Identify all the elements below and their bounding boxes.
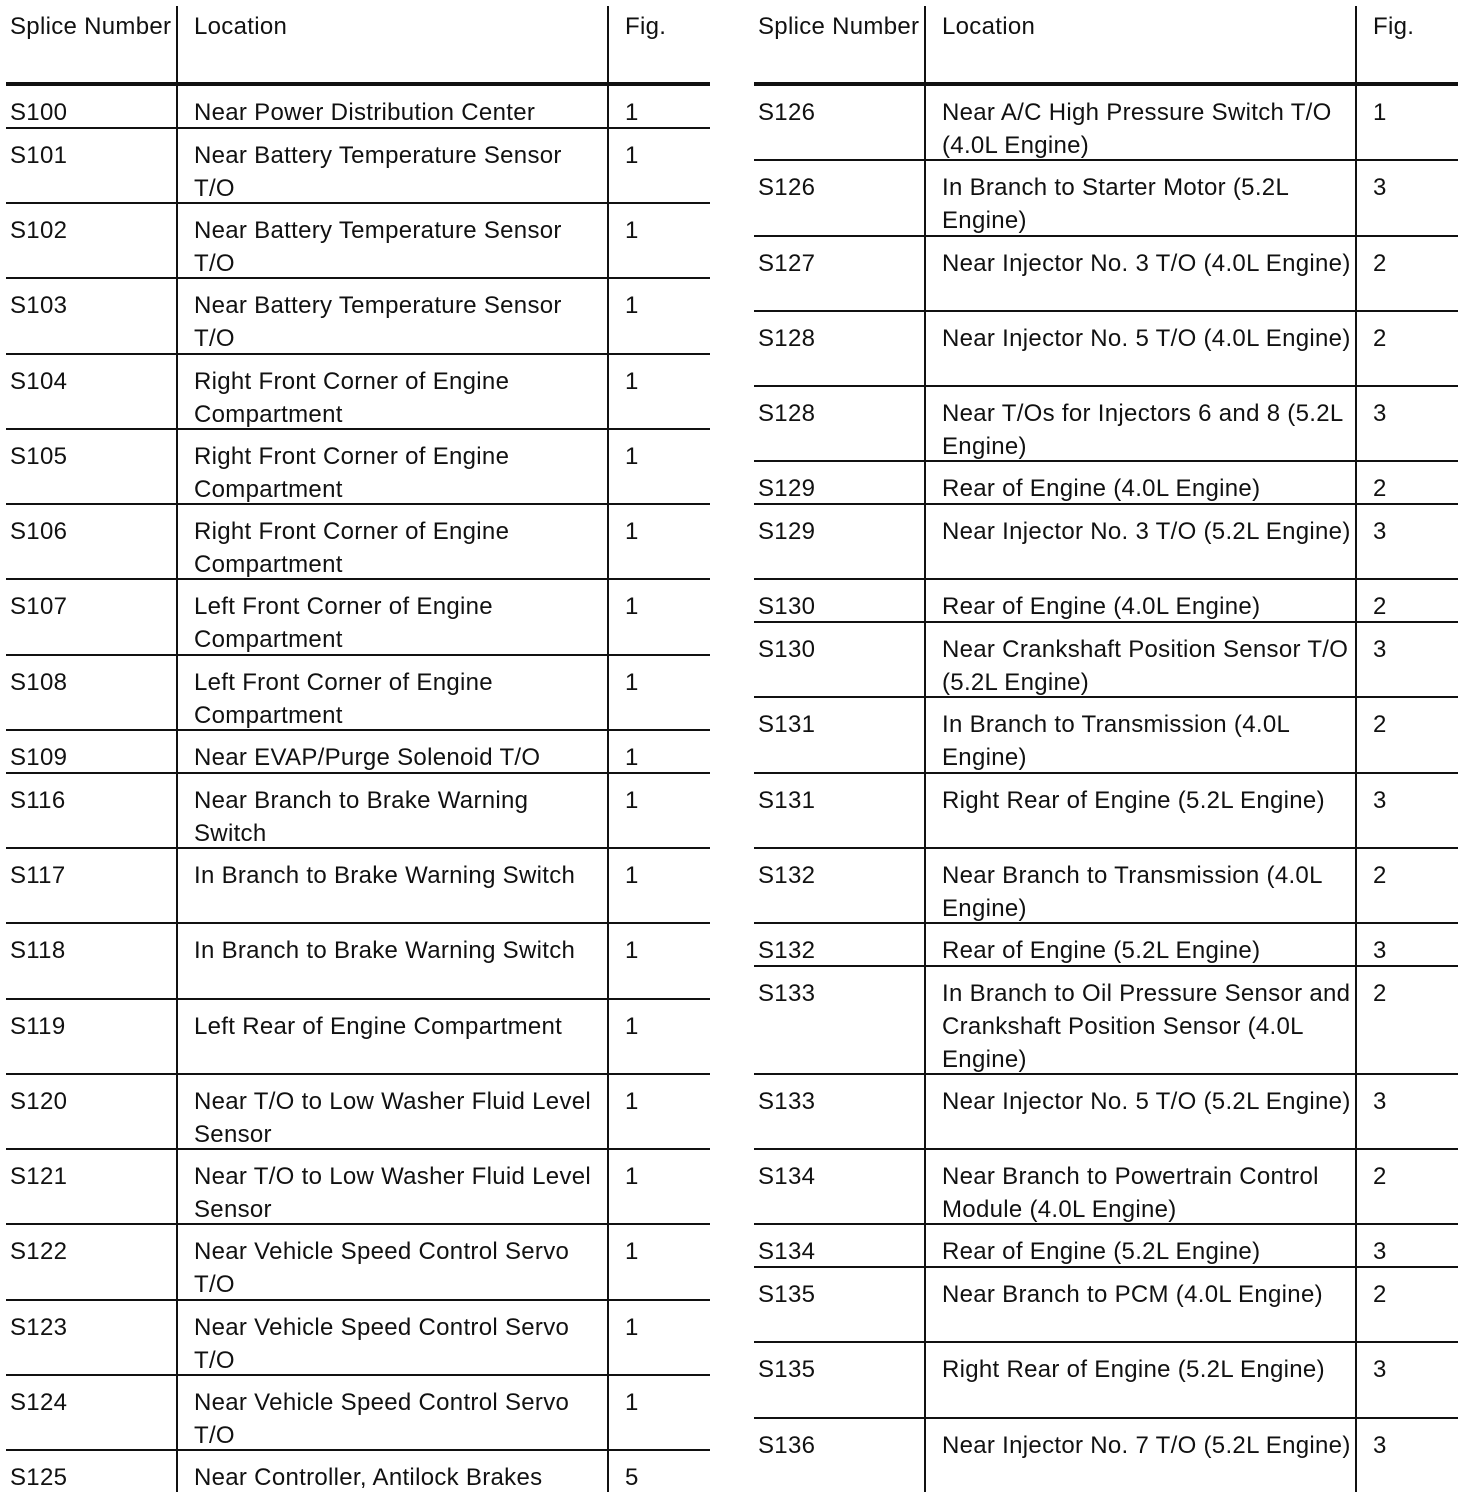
location-cell: Near Vehicle Speed Control Servo T/O — [176, 1301, 609, 1374]
fig-cell: 1 — [625, 668, 639, 696]
table-header — [754, 6, 1458, 84]
table-row — [754, 1075, 1458, 1150]
splice-cell: S130 — [758, 593, 816, 621]
location-cell: Left Front Corner of Engine Compartment — [176, 580, 609, 653]
header-fig: Fig. — [625, 13, 667, 40]
location-cell: Near T/O to Low Washer Fluid Level Sensor — [176, 1075, 609, 1148]
table-row — [754, 1225, 1458, 1268]
fig-cell: 2 — [1373, 475, 1387, 503]
location-cell: Left Rear of Engine Compartment — [176, 1000, 609, 1073]
fig-cell: 1 — [625, 937, 639, 965]
splice-cell: S134 — [758, 1163, 816, 1191]
table-row — [754, 86, 1458, 161]
fig-cell: 3 — [1373, 636, 1387, 664]
fig-cell: 1 — [625, 1388, 639, 1416]
table-row — [754, 312, 1458, 387]
table-row — [6, 430, 710, 505]
location-cell: Near Injector No. 7 T/O (5.2L Engine) — [924, 1419, 1357, 1492]
table-row — [6, 129, 710, 204]
fig-cell: 1 — [625, 1012, 639, 1040]
fig-cell: 1 — [625, 743, 639, 771]
fig-cell: 2 — [1373, 1281, 1387, 1309]
splice-cell: S129 — [758, 518, 816, 546]
location-cell: In Branch to Brake Warning Switch — [176, 849, 609, 922]
location-cell: Near Battery Temperature Sensor T/O — [176, 129, 609, 202]
fig-cell: 2 — [1373, 324, 1387, 352]
fig-cell: 1 — [1373, 99, 1387, 126]
location-cell: Near Vehicle Speed Control Servo T/O — [176, 1225, 609, 1298]
table-row — [6, 505, 710, 580]
location-cell: Left Front Corner of Engine Compartment — [176, 656, 609, 729]
location-cell: Near Vehicle Speed Control Servo T/O — [176, 1376, 609, 1449]
table-row — [6, 1376, 710, 1451]
table-row — [754, 505, 1458, 580]
location-cell: Rear of Engine (5.2L Engine) — [924, 924, 1357, 965]
table-row — [754, 1343, 1458, 1418]
fig-cell: 1 — [625, 1087, 639, 1115]
location-cell: Near T/Os for Injectors 6 and 8 (5.2L Engine) — [924, 387, 1357, 460]
location-cell: Near Battery Temperature Sensor T/O — [176, 204, 609, 277]
table-row — [6, 1150, 710, 1225]
fig-cell: 2 — [1373, 711, 1387, 739]
table-row — [754, 237, 1458, 312]
table-row — [754, 967, 1458, 1075]
splice-cell: S104 — [10, 367, 68, 395]
location-cell: Near Injector No. 3 T/O (5.2L Engine) — [924, 505, 1357, 578]
location-cell: In Branch to Brake Warning Switch — [176, 924, 609, 997]
table-row — [6, 1000, 710, 1075]
splice-cell: S129 — [758, 475, 816, 503]
table-row — [6, 774, 710, 849]
location-cell: Near A/C High Pressure Switch T/O (4.0L Engine) — [924, 86, 1357, 159]
splice-cell: S102 — [10, 217, 68, 244]
location-cell: Near EVAP/Purge Solenoid T/O — [176, 731, 609, 772]
fig-cell: 3 — [1373, 1356, 1387, 1384]
splice-cell: S122 — [10, 1238, 68, 1266]
splice-cell: S133 — [758, 979, 816, 1007]
fig-cell: 3 — [1373, 1238, 1387, 1266]
splice-cell: S124 — [10, 1388, 68, 1416]
fig-cell: 2 — [1373, 979, 1387, 1007]
table-row — [754, 161, 1458, 236]
splice-cell: S132 — [758, 861, 816, 889]
splice-cell: S101 — [10, 141, 68, 169]
table-row — [754, 924, 1458, 967]
table-row — [754, 698, 1458, 773]
location-cell: Near Crankshaft Position Sensor T/O (5.2L Engine) — [924, 623, 1357, 696]
fig-cell: 1 — [625, 786, 639, 814]
table-row — [754, 1419, 1458, 1492]
splice-table-left — [6, 6, 710, 1492]
fig-cell: 1 — [625, 518, 639, 546]
splice-cell: S108 — [10, 668, 68, 696]
table-row — [6, 86, 710, 129]
table-row — [754, 774, 1458, 849]
location-cell: Near Battery Temperature Sensor T/O — [176, 279, 609, 352]
location-cell: Right Front Corner of Engine Compartment — [176, 505, 609, 578]
location-cell: Near Power Distribution Center — [176, 86, 609, 127]
table-row — [6, 1075, 710, 1150]
table-row — [6, 1225, 710, 1300]
table-row — [754, 849, 1458, 924]
splice-cell: S119 — [10, 1012, 66, 1040]
fig-cell: 1 — [625, 217, 639, 244]
location-cell: Rear of Engine (4.0L Engine) — [924, 580, 1357, 621]
splice-cell: S106 — [10, 518, 68, 546]
splice-cell: S126 — [758, 99, 816, 126]
fig-cell: 1 — [625, 141, 639, 169]
fig-cell: 3 — [1373, 174, 1387, 202]
table-row — [6, 1301, 710, 1376]
header-location: Location — [176, 6, 609, 82]
fig-cell: 1 — [625, 367, 639, 395]
fig-cell: 3 — [1373, 400, 1387, 428]
header-splice-number: Splice Number — [10, 13, 172, 40]
fig-cell: 5 — [625, 1464, 639, 1492]
fig-cell: 3 — [1373, 1431, 1387, 1459]
location-cell: Right Front Corner of Engine Compartment — [176, 430, 609, 503]
header-fig: Fig. — [1373, 13, 1415, 40]
fig-cell: 1 — [625, 99, 639, 126]
splice-cell: S118 — [10, 937, 66, 965]
table-row — [754, 1150, 1458, 1225]
splice-cell: S100 — [10, 99, 68, 126]
fig-cell: 1 — [625, 292, 639, 320]
header-location: Location — [924, 6, 1357, 82]
splice-cell: S134 — [758, 1238, 816, 1266]
location-cell: In Branch to Transmission (4.0L Engine) — [924, 698, 1357, 771]
table-row — [6, 279, 710, 354]
location-cell: Right Rear of Engine (5.2L Engine) — [924, 1343, 1357, 1416]
location-cell: Near Branch to Brake Warning Switch — [176, 774, 609, 847]
table-row — [754, 462, 1458, 505]
splice-cell: S132 — [758, 937, 816, 965]
table-row — [754, 387, 1458, 462]
location-cell: In Branch to Oil Pressure Sensor and Crankshaft Position Sensor (4.0L Engine) — [924, 967, 1357, 1073]
fig-cell: 1 — [625, 1238, 639, 1266]
splice-cell: S130 — [758, 636, 816, 664]
splice-cell: S105 — [10, 442, 68, 470]
splice-cell: S135 — [758, 1356, 816, 1384]
table-row — [6, 849, 710, 924]
splice-cell: S128 — [758, 400, 816, 428]
splice-cell: S131 — [758, 711, 816, 739]
table-row — [754, 580, 1458, 623]
table-row — [6, 1451, 710, 1492]
splice-cell: S109 — [10, 743, 68, 771]
splice-cell: S131 — [758, 786, 816, 814]
location-cell: Rear of Engine (4.0L Engine) — [924, 462, 1357, 503]
splice-cell: S121 — [10, 1163, 68, 1191]
table-row — [6, 204, 710, 279]
splice-cell: S103 — [10, 292, 68, 320]
splice-cell: S128 — [758, 324, 816, 352]
fig-cell: 3 — [1373, 786, 1387, 814]
splice-cell: S123 — [10, 1313, 68, 1341]
location-cell: Near Injector No. 3 T/O (4.0L Engine) — [924, 237, 1357, 310]
table-row — [754, 623, 1458, 698]
table-header — [6, 6, 710, 84]
location-cell: Near T/O to Low Washer Fluid Level Sensor — [176, 1150, 609, 1223]
fig-cell: 2 — [1373, 861, 1387, 889]
fig-cell: 2 — [1373, 593, 1387, 621]
location-cell: Near Branch to Powertrain Control Module (4.0L Engine) — [924, 1150, 1357, 1223]
table-row — [6, 355, 710, 430]
location-cell: Right Front Corner of Engine Compartment — [176, 355, 609, 428]
fig-cell: 2 — [1373, 1163, 1387, 1191]
location-cell: Near Controller, Antilock Brakes — [176, 1451, 609, 1492]
splice-cell: S136 — [758, 1431, 816, 1459]
location-cell: Near Branch to PCM (4.0L Engine) — [924, 1268, 1357, 1341]
fig-cell: 3 — [1373, 518, 1387, 546]
table-row — [754, 1268, 1458, 1343]
fig-cell: 1 — [625, 442, 639, 470]
splice-cell: S107 — [10, 593, 68, 621]
fig-cell: 2 — [1373, 249, 1387, 277]
table-row — [6, 731, 710, 774]
fig-cell: 1 — [625, 861, 639, 889]
splice-cell: S125 — [10, 1464, 68, 1492]
location-cell: Near Injector No. 5 T/O (5.2L Engine) — [924, 1075, 1357, 1148]
fig-cell: 3 — [1373, 1087, 1387, 1115]
fig-cell: 1 — [625, 1163, 639, 1191]
table-row — [6, 656, 710, 731]
header-splice-number: Splice Number — [758, 13, 920, 40]
table-row — [6, 924, 710, 999]
location-cell: In Branch to Starter Motor (5.2L Engine) — [924, 161, 1357, 234]
splice-cell: S126 — [758, 174, 816, 202]
location-cell: Near Branch to Transmission (4.0L Engine) — [924, 849, 1357, 922]
table-row — [6, 580, 710, 655]
splice-cell: S135 — [758, 1281, 816, 1309]
splice-cell: S116 — [10, 786, 66, 814]
fig-cell: 1 — [625, 1313, 639, 1341]
splice-cell: S117 — [10, 861, 66, 889]
fig-cell: 3 — [1373, 937, 1387, 965]
splice-cell: S133 — [758, 1087, 816, 1115]
fig-cell: 1 — [625, 593, 639, 621]
location-cell: Right Rear of Engine (5.2L Engine) — [924, 774, 1357, 847]
splice-cell: S127 — [758, 249, 816, 277]
splice-cell: S120 — [10, 1087, 68, 1115]
location-cell: Rear of Engine (5.2L Engine) — [924, 1225, 1357, 1266]
location-cell: Near Injector No. 5 T/O (4.0L Engine) — [924, 312, 1357, 385]
splice-table-right — [754, 6, 1458, 1492]
